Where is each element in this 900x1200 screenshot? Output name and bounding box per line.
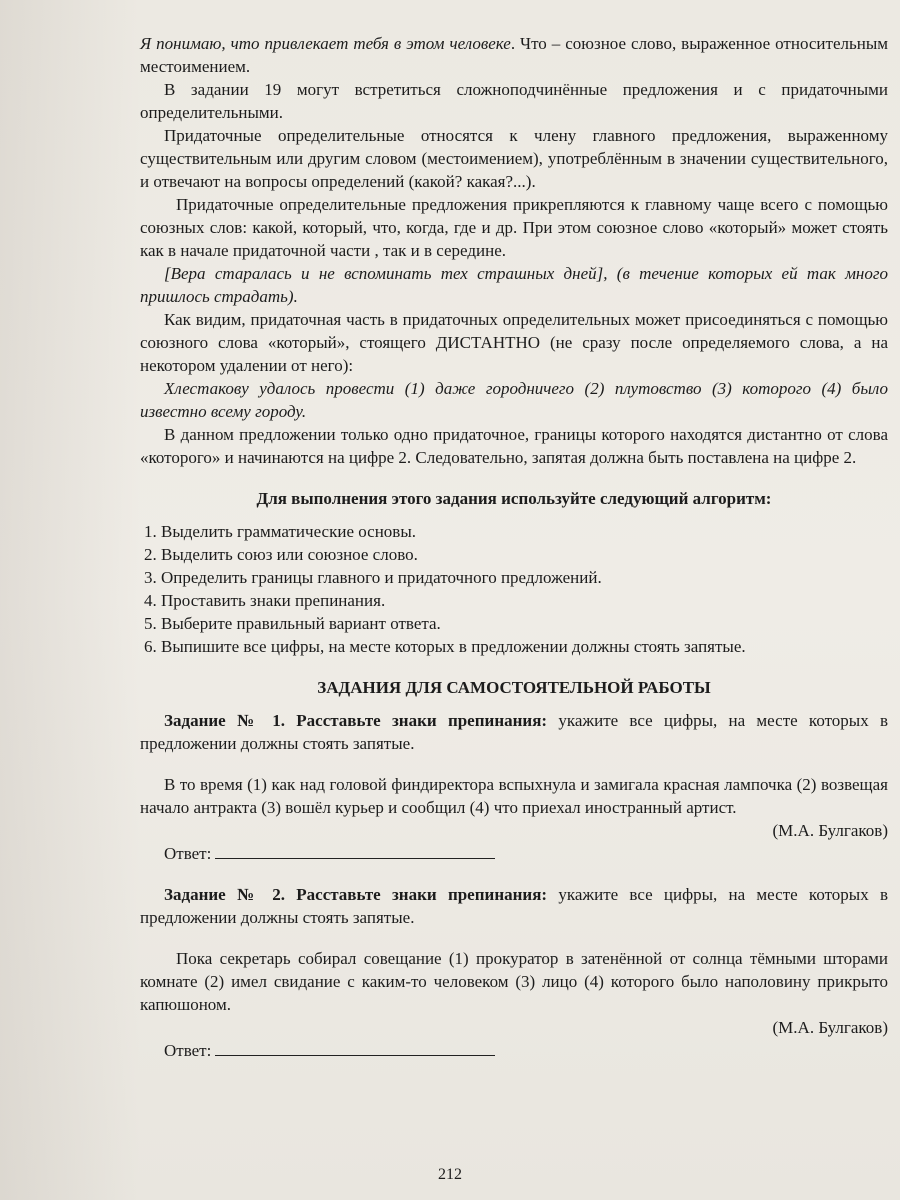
algorithm-heading: Для выполнения этого задания используйте следующий алгоритм: [256, 489, 772, 508]
algorithm-step: 6. Выпишите все цифры, на месте которых в предложении должны стоять запятые. [144, 637, 746, 656]
algorithm-step: 5. Выберите правильный вариант ответа. [144, 614, 441, 633]
task-1-answer-line[interactable] [215, 844, 495, 859]
task-2-label: Задание № 2. Расставьте знаки препинания: [164, 885, 548, 904]
example-sentence: Я понимаю, что привлекает тебя в этом человеке [140, 34, 511, 53]
page-number: 212 [438, 1166, 462, 1183]
example-sentence-khlestakov-text: Хлестакову удалось провести (1) даже городничего (2) плутовство (3) которого (4) было известно всему городу. [140, 379, 888, 421]
task-1-sentence: В то время (1) как над головой финдиректора вспыхнула и замигала красная лампочка (2) возвещая начало антракта (3) вошёл курьер и сообщил (4) что приехал иностранный артист. [140, 775, 888, 817]
algorithm-step: 2. Выделить союз или союзное слово. [144, 545, 418, 564]
algorithm-step: 4. Проставить знаки препинания. [144, 591, 386, 610]
intro-paragraph-8: В данном предложении только одно придаточное, границы которого находятся дистантно от слова «которого» и начинаются на цифре 2. Следовательно, запятая должна быть поставлена на цифре 2. [140, 425, 888, 467]
tasks-heading: ЗАДАНИЯ ДЛЯ САМОСТОЯТЕЛЬНОЙ РАБОТЫ [317, 678, 711, 697]
intro-paragraph-1-rest: . Что – союзное слово, выраженное относительным местоимением. [140, 34, 889, 76]
algorithm-step: 3. Определить границы главного и придаточного предложений. [144, 568, 602, 587]
intro-paragraph-3: Придаточные определительные относятся к члену главного предложения, выраженному существительным или другим словом (местоимением), употреблённым в значении существительного, и отвечают на вопросы определений (какой? какая?...). [140, 126, 888, 191]
intro-paragraph-1 [140, 32, 888, 78]
task-1-author: (М.А. Булгаков) [772, 821, 888, 840]
example-sentence-khlestakov [140, 377, 888, 423]
task-2-author: (М.А. Булгаков) [772, 1018, 888, 1037]
task-1-answer-label: Ответ: [164, 844, 212, 863]
task-2-answer-line[interactable] [215, 1041, 495, 1056]
task-1-instruction-text: укажите все цифры, на месте которых в предложении должны стоять запятые. [140, 711, 888, 753]
task-2-instruction [140, 883, 888, 929]
task-2-answer [140, 1039, 888, 1062]
intro-paragraph-2: В задании 19 могут встретиться сложноподчинённые предложения и с придаточными определительными. [140, 80, 888, 122]
task-2-sentence: Пока секретарь собирал совещание (1) прокуратор в затенённой от солнца тёмными шторами комнате (2) имел свидание с каким-то человеком (3) лицо (4) которого было наполовину прикрыто капюшоном. [140, 949, 888, 1014]
algorithm-step: 1. Выделить грамматические основы. [144, 522, 416, 541]
example-sentence-vera [140, 262, 888, 308]
task-1-instruction [140, 709, 888, 755]
intro-paragraph-4: Придаточные определительные предложения прикрепляются к главному чаще всего с помощью союзных слов: какой, который, что, когда, где и др. При этом союзное слово «который» может стоять как в начале придаточной части , так и в середине. [140, 195, 888, 260]
algorithm-list [140, 520, 888, 658]
intro-paragraph-6: Как видим, придаточная часть в придаточных определительных может присоединяться с помощью союзного слова «который», стоящего ДИСТАНТНО (не сразу после определяемого слова, а на некотором удалении от него): [140, 310, 888, 375]
task-1-label: Задание № 1. Расставьте знаки препинания: [164, 711, 548, 730]
task-2-answer-label: Ответ: [164, 1041, 212, 1060]
task-2-instruction-text: укажите все цифры, на месте которых в предложении должны стоять запятые. [140, 885, 888, 927]
example-sentence-vera-text: [Вера старалась и не вспоминать тех страшных дней], (в течение которых ей так много пришлось страдать). [140, 264, 888, 306]
task-1-answer [140, 842, 888, 865]
